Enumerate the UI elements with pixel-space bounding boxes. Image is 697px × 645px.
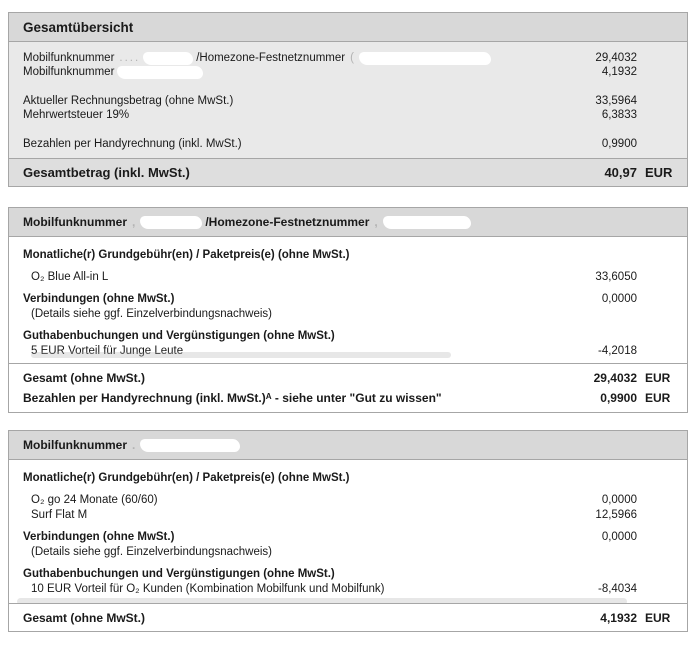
row-value: 29,4032 — [595, 52, 637, 64]
group-heading-row — [23, 248, 675, 263]
row-label: Mehrwertsteuer 19% — [23, 109, 130, 121]
row-spacer — [23, 523, 675, 530]
total-row — [23, 371, 675, 385]
table-row — [23, 51, 675, 65]
row-value: 4,1932 — [601, 66, 637, 78]
redaction-blob — [117, 66, 203, 79]
row-spacer — [23, 122, 675, 137]
table-row — [23, 108, 675, 122]
section-header — [9, 431, 687, 460]
total-row — [23, 165, 675, 180]
item-label: O₂ go 24 Monate (60/60) — [31, 494, 158, 506]
total-label: Gesamt (ohne MwSt.) — [23, 610, 146, 625]
label-homezone: /Homezone-Festnetznummer — [205, 215, 370, 229]
section-body — [9, 237, 687, 359]
section-mobilfunk-homezone — [8, 207, 688, 413]
currency-label: EUR — [645, 371, 671, 385]
redaction-blob — [140, 216, 202, 229]
total-label: Gesamt (ohne MwSt.) — [23, 371, 146, 385]
section-gesamtuebersicht — [8, 12, 688, 187]
redaction-blob — [359, 52, 491, 65]
group-heading: Monatliche(r) Grundgebühr(en) / Paketpreis(e) (ohne MwSt.) — [23, 249, 350, 261]
group-heading: Guthabenbuchungen und Vergünstigungen (ohne MwSt.) — [23, 568, 335, 580]
redaction-artifact: , — [132, 215, 138, 229]
total-value: 29,4032 EUR — [547, 371, 675, 385]
redaction-artifact: . — [132, 438, 138, 452]
group-heading-row — [23, 471, 675, 486]
table-row — [23, 137, 675, 151]
row-label: Bezahlen per Handyrechnung (inkl. MwSt.) — [23, 138, 242, 150]
section-header — [9, 208, 687, 237]
total-value: 0,9900 EUR — [547, 391, 675, 405]
note-row — [23, 545, 675, 560]
label-mobilfunknummer: Mobilfunknummer — [23, 52, 115, 64]
item-label: 5 EUR Vorteil für Junge Leute — [31, 345, 184, 357]
item-label: O₂ Blue All-in L — [31, 271, 109, 283]
row-spacer — [23, 486, 675, 493]
redaction-artifact: , — [374, 215, 380, 229]
total-value: 4,1932 EUR — [547, 611, 675, 625]
group-heading-row — [23, 530, 675, 545]
label-mobilfunknummer: Mobilfunknummer — [23, 215, 127, 229]
currency-label: EUR — [645, 610, 671, 625]
label-homezone: /Homezone-Festnetznummer — [196, 52, 346, 64]
row-value: 0,9900 — [601, 138, 637, 150]
item-label: Surf Flat M — [31, 509, 88, 521]
redaction-artifact: .... — [119, 52, 141, 64]
group-heading: Verbindungen (ohne MwSt.) — [23, 531, 175, 543]
group-heading-row — [23, 292, 675, 307]
section-overview-header — [9, 13, 687, 42]
group-heading-row — [23, 329, 675, 344]
section-mobilfunk — [8, 430, 688, 632]
group-heading: Verbindungen (ohne MwSt.) — [23, 293, 175, 305]
total-label: Bezahlen per Handyrechnung (inkl. MwSt.)ᴬ - siehe unter "Gut zu wissen" — [23, 391, 442, 405]
table-row — [23, 508, 675, 523]
group-heading: Monatliche(r) Grundgebühr(en) / Paketpreis(e) (ohne MwSt.) — [23, 472, 350, 484]
row-value: 0,0000 — [601, 531, 637, 543]
redaction-blob — [383, 216, 471, 229]
table-row — [23, 493, 675, 508]
detail-note: (Details siehe ggf. Einzelverbindungsnachweis) — [31, 308, 272, 320]
currency-label: EUR — [645, 165, 673, 180]
total-row — [23, 391, 675, 405]
row-spacer — [23, 560, 675, 567]
row-value: 33,6050 — [595, 271, 637, 283]
row-value: -8,4034 — [597, 583, 637, 595]
redaction-artifact: ( — [350, 52, 356, 64]
label-mobilfunknummer: Mobilfunknummer — [23, 438, 127, 452]
table-row — [23, 65, 675, 79]
row-spacer — [23, 285, 675, 292]
table-row — [23, 582, 675, 597]
row-value: 6,3833 — [601, 109, 637, 121]
redaction-blob — [143, 52, 193, 65]
row-value: 0,0000 — [601, 494, 637, 506]
page-title: Gesamtübersicht — [23, 19, 134, 35]
row-spacer — [23, 79, 675, 94]
total-label: Gesamtbetrag (inkl. MwSt.) — [23, 165, 190, 180]
overview-total-bar — [9, 158, 687, 186]
row-label — [23, 51, 494, 65]
note-row — [23, 307, 675, 322]
row-spacer — [23, 263, 675, 270]
total-row — [23, 611, 675, 625]
detail-note: (Details siehe ggf. Einzelverbindungsnachweis) — [31, 546, 272, 558]
total-value: 40,97 EUR — [547, 165, 675, 180]
group-heading: Guthabenbuchungen und Vergünstigungen (ohne MwSt.) — [23, 330, 335, 342]
redaction-smudge — [31, 352, 451, 358]
section-total-bar — [9, 363, 687, 412]
group-heading-row — [23, 567, 675, 582]
row-value: 12,5966 — [595, 509, 637, 521]
row-value: -4,2018 — [597, 345, 637, 357]
label-mobilfunknummer: Mobilfunknummer — [23, 66, 115, 78]
row-spacer — [23, 322, 675, 329]
row-label — [23, 65, 206, 79]
table-row — [23, 94, 675, 108]
item-label: 10 EUR Vorteil für O₂ Kunden (Kombination Mobilfunk und Mobilfunk) — [31, 583, 385, 595]
bill-page — [0, 12, 697, 645]
row-label: Aktueller Rechnungsbetrag (ohne MwSt.) — [23, 95, 234, 107]
row-value: 33,5964 — [595, 95, 637, 107]
currency-label: EUR — [645, 391, 671, 405]
row-value: 0,0000 — [601, 293, 637, 305]
overview-body — [9, 42, 687, 151]
section-total-bar — [9, 603, 687, 631]
table-row — [23, 270, 675, 285]
section-body — [9, 460, 687, 597]
redaction-blob — [140, 439, 240, 452]
